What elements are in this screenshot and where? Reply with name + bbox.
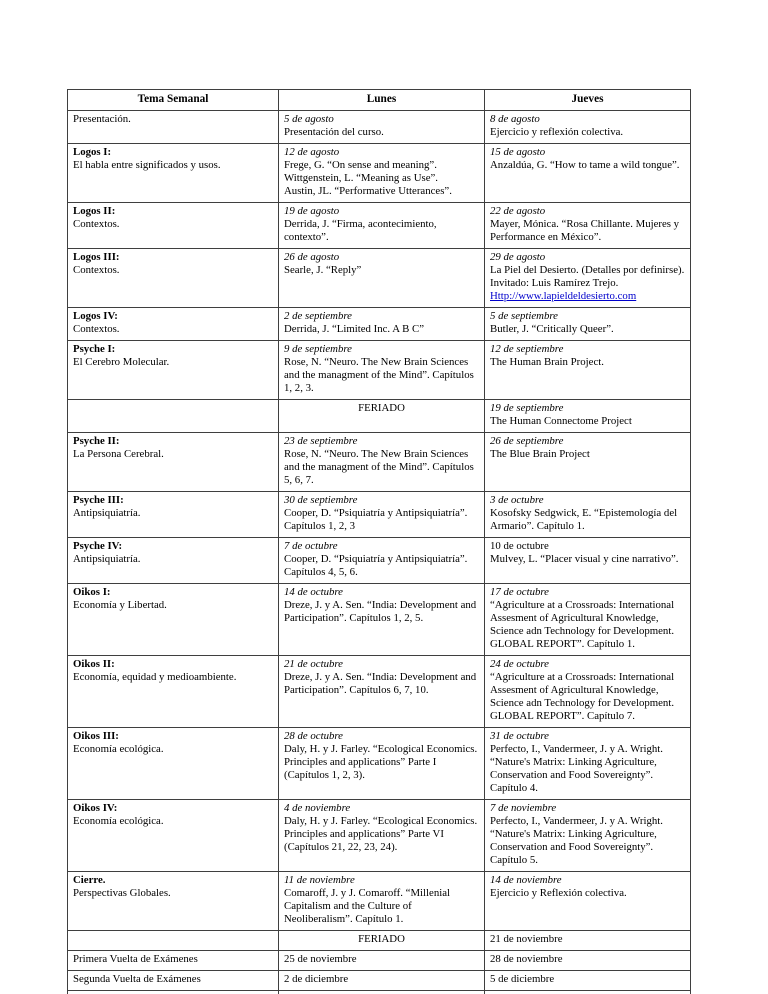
date-text: 5 de agosto [284, 113, 334, 125]
cell-text: Ejercicio y reflexión colectiva. [490, 126, 624, 138]
tema-cell [68, 991, 279, 994]
lunes-cell [279, 400, 485, 433]
cell-text: Economía ecológica. [73, 743, 164, 755]
table-row [68, 656, 691, 728]
jueves-cell [485, 872, 691, 931]
table-row [68, 538, 691, 584]
table-row [68, 341, 691, 400]
cell-text: Dreze, J. y A. Sen. “India: Development and Participation”. Capítulos 1, 2, 5. [284, 599, 477, 624]
cell-text: Dreze, J. y A. Sen. “India: Development and Participation”. Capítulos 6, 7, 10. [284, 671, 477, 696]
tema-title: Cierre. [73, 874, 106, 886]
lunes-cell [279, 991, 485, 994]
tema-title: Psyche II: [73, 435, 120, 447]
cell-text: Anzaldúa, G. “How to tame a wild tongue”. [490, 159, 680, 171]
lunes-cell [279, 656, 485, 728]
date-text: 11 de noviembre [284, 874, 355, 886]
tema-cell [68, 492, 279, 538]
date-text: 17 de octubre [490, 586, 549, 598]
cell-text: Perspectivas Globales. [73, 887, 171, 899]
tema-cell [68, 144, 279, 203]
date-text: 12 de septiembre [490, 343, 564, 355]
jueves-cell [485, 433, 691, 492]
cell-text: Butler, J. “Critically Queer”. [490, 323, 614, 335]
column-header-jueves: Jueves [485, 90, 691, 111]
cell-text: FERIADO [358, 402, 405, 414]
tema-cell [68, 249, 279, 308]
tema-cell [68, 951, 279, 971]
date-text: 7 de noviembre [490, 802, 557, 814]
column-header-lunes: Lunes [279, 90, 485, 111]
cell-text: Presentación del curso. [284, 126, 384, 138]
lunes-cell [279, 341, 485, 400]
date-text: 2 de septiembre [284, 310, 352, 322]
cell-text: Austin, JL. “Performative Utterances”. [284, 185, 452, 197]
cell-text: El Cerebro Molecular. [73, 356, 170, 368]
table-row [68, 971, 691, 991]
date-text: 3 de octubre [490, 494, 544, 506]
lunes-cell [279, 728, 485, 800]
lunes-cell [279, 249, 485, 308]
cell-text: Contextos. [73, 323, 120, 335]
date-text: 4 de noviembre [284, 802, 351, 814]
tema-title: Oikos I: [73, 586, 111, 598]
cell-text: 21 de noviembre [490, 933, 563, 945]
empty-row [68, 991, 691, 994]
lunes-cell [279, 971, 485, 991]
cell-text: Presentación. [73, 113, 131, 125]
tema-cell [68, 341, 279, 400]
tema-cell [68, 931, 279, 951]
table-row [68, 203, 691, 249]
header-row [68, 90, 691, 111]
tema-cell [68, 308, 279, 341]
lunes-cell [279, 492, 485, 538]
cell-text: Antipsiquiatría. [73, 507, 141, 519]
cell-text: Antipsiquiatría. [73, 553, 141, 565]
date-text: 5 de septiembre [490, 310, 558, 322]
cell-text: The Human Connectome Project [490, 415, 632, 427]
cell-text: Mulvey, L. “Placer visual y cine narrativo”. [490, 553, 679, 565]
lunes-cell [279, 203, 485, 249]
lunes-cell [279, 144, 485, 203]
jueves-cell [485, 144, 691, 203]
date-text: 14 de noviembre [490, 874, 562, 886]
column-header-tema-semanal: Tema Semanal [68, 90, 279, 111]
cell-text: Wittgenstein, L. “Meaning as Use”. [284, 172, 438, 184]
table-row [68, 400, 691, 433]
jueves-cell [485, 951, 691, 971]
tema-cell [68, 728, 279, 800]
tema-title: Oikos III: [73, 730, 119, 742]
tema-title: Psyche I: [73, 343, 116, 355]
cell-text: Invitado: Luis Ramírez Trejo. [490, 277, 619, 289]
table-row [68, 144, 691, 203]
tema-title: Logos III: [73, 251, 120, 263]
date-text: 21 de octubre [284, 658, 343, 670]
jueves-cell [485, 538, 691, 584]
table-row [68, 433, 691, 492]
cell-text: Cooper, D. “Psiquiatría y Antipsiquiatría”. Capítulos 1, 2, 3 [284, 507, 468, 532]
cell-text: Comaroff, J. y J. Comaroff. “Millenial Capitalism and the Culture of Neoliberalism”. Capítulo 1. [284, 887, 451, 925]
jueves-cell [485, 308, 691, 341]
table-row [68, 308, 691, 341]
tema-title: Logos II: [73, 205, 116, 217]
lunes-cell [279, 951, 485, 971]
cell-text: “Agriculture at a Crossroads: International Assesment of Agricultural Knowledge, Science adn Technology for Development. GLOBAL REPORT”. Capítulo 7. [490, 671, 675, 722]
cell-text: The Human Brain Project. [490, 356, 604, 368]
cell-text: Kosofsky Sedgwick, E. “Epistemología del Armario”. Capítulo 1. [490, 507, 678, 532]
cell-text: Derrida, J. “Firma, acontecimiento, contexto”. [284, 218, 437, 243]
cell-text: Frege, G. “On sense and meaning”. [284, 159, 437, 171]
tema-cell [68, 656, 279, 728]
cell-text: Primera Vuelta de Exámenes [73, 953, 198, 965]
tema-title: Oikos IV: [73, 802, 118, 814]
date-text: 19 de septiembre [490, 402, 564, 414]
date-text: 7 de octubre [284, 540, 338, 552]
cell-text: Economía, equidad y medioambiente. [73, 671, 237, 683]
tema-cell [68, 584, 279, 656]
cell-text: Economía y Libertad. [73, 599, 167, 611]
jueves-cell [485, 800, 691, 872]
date-text: 30 de septiembre [284, 494, 358, 506]
date-text: 22 de agosto [490, 205, 546, 217]
jueves-cell [485, 728, 691, 800]
cell-text: Segunda Vuelta de Exámenes [73, 973, 201, 985]
lunes-cell [279, 111, 485, 144]
cell-text: Mayer, Mónica. “Rosa Chillante. Mujeres y Performance en México”. [490, 218, 680, 243]
date-text: 23 de septiembre [284, 435, 358, 447]
tema-title: Psyche III: [73, 494, 124, 506]
cell-text: Searle, J. “Reply” [284, 264, 362, 276]
date-text: 15 de agosto [490, 146, 546, 158]
jueves-cell [485, 400, 691, 433]
tema-cell [68, 203, 279, 249]
table-row [68, 800, 691, 872]
lunes-cell [279, 538, 485, 584]
cell-text: The Blue Brain Project [490, 448, 590, 460]
table-header [68, 90, 691, 111]
tema-cell [68, 971, 279, 991]
tema-title: Logos I: [73, 146, 112, 158]
table-row [68, 249, 691, 308]
cell-text: Contextos. [73, 218, 120, 230]
jueves-cell [485, 203, 691, 249]
jueves-cell [485, 931, 691, 951]
jueves-cell [485, 991, 691, 994]
tema-cell [68, 433, 279, 492]
lunes-cell [279, 433, 485, 492]
date-text: 29 de agosto [490, 251, 546, 263]
table-row [68, 872, 691, 931]
tema-title: Psyche IV: [73, 540, 123, 552]
cell-text: El habla entre significados y usos. [73, 159, 221, 171]
cell-text: La Piel del Desierto. (Detalles por definirse). [490, 264, 685, 276]
cell-text: Rose, N. “Neuro. The New Brain Sciences and the managment of the Mind”. Capítulos 5, 6, 7. [284, 448, 474, 486]
tema-cell [68, 538, 279, 584]
lunes-cell [279, 584, 485, 656]
jueves-cell [485, 249, 691, 308]
table-row [68, 492, 691, 538]
table-row [68, 584, 691, 656]
cell-text: 25 de noviembre [284, 953, 357, 965]
jueves-cell [485, 341, 691, 400]
cell-text: Rose, N. “Neuro. The New Brain Sciences and the managment of the Mind”. Capítulos 1, 2, 3. [284, 356, 474, 394]
lunes-cell [279, 872, 485, 931]
lunes-cell [279, 931, 485, 951]
cell-text: Economía ecológica. [73, 815, 164, 827]
tema-cell [68, 111, 279, 144]
date-text: 8 de agosto [490, 113, 540, 125]
cell-text: 28 de noviembre [490, 953, 563, 965]
tema-cell [68, 800, 279, 872]
tema-cell [68, 872, 279, 931]
date-text: 24 de octubre [490, 658, 549, 670]
table-row [68, 728, 691, 800]
cell-text: Derrida, J. “Limited Inc. A B C” [284, 323, 425, 335]
jueves-cell [485, 111, 691, 144]
course-website-link[interactable]: Http://www.lapieldeldesierto.com [490, 290, 637, 302]
table-row [68, 111, 691, 144]
lunes-cell [279, 800, 485, 872]
table-body [68, 111, 691, 994]
tema-title: Logos IV: [73, 310, 118, 322]
cell-text: Perfecto, I., Vandermeer, J. y A. Wright. “Nature's Matrix: Linking Agriculture, Conservation and Food Sovereignty”. Capítulo 5. [490, 815, 663, 866]
tema-cell [68, 400, 279, 433]
date-text: 26 de agosto [284, 251, 340, 263]
cell-text: Ejercicio y Reflexión colectiva. [490, 887, 627, 899]
cell-text: 5 de diciembre [490, 973, 555, 985]
date-text: 9 de septiembre [284, 343, 352, 355]
jueves-cell [485, 584, 691, 656]
jueves-cell [485, 971, 691, 991]
cell-text: FERIADO [358, 933, 405, 945]
table-row [68, 951, 691, 971]
date-text: 31 de octubre [490, 730, 549, 742]
date-text: 26 de septiembre [490, 435, 564, 447]
cell-text: 10 de octubre [490, 540, 549, 552]
jueves-cell [485, 656, 691, 728]
cell-text: Contextos. [73, 264, 120, 276]
date-text: 19 de agosto [284, 205, 340, 217]
cell-text: “Agriculture at a Crossroads: International Assesment of Agricultural Knowledge, Science adn Technology for Development. GLOBAL REPORT”. Capítulo 1. [490, 599, 675, 650]
course-schedule-table [67, 89, 691, 994]
table-row [68, 931, 691, 951]
cell-text: 2 de diciembre [284, 973, 349, 985]
cell-text: Daly, H. y J. Farley. “Ecological Economics. Principles and applications” Parte VI (Capítulos 21, 22, 23, 24). [284, 815, 478, 853]
date-text: 28 de octubre [284, 730, 343, 742]
jueves-cell [485, 492, 691, 538]
cell-text: Cooper, D. “Psiquiatría y Antipsiquiatría”. Capítulos 4, 5, 6. [284, 553, 468, 578]
date-text: 14 de octubre [284, 586, 343, 598]
cell-text: La Persona Cerebral. [73, 448, 164, 460]
date-text: 12 de agosto [284, 146, 340, 158]
cell-text: Perfecto, I., Vandermeer, J. y A. Wright. “Nature's Matrix: Linking Agriculture, Conservation and Food Sovereignty”. Capítulo 4. [490, 743, 663, 794]
tema-title: Oikos II: [73, 658, 115, 670]
cell-text: Daly, H. y J. Farley. “Ecological Economics. Principles and applications” Parte I (Capítulos 1, 2, 3). [284, 743, 478, 781]
lunes-cell [279, 308, 485, 341]
